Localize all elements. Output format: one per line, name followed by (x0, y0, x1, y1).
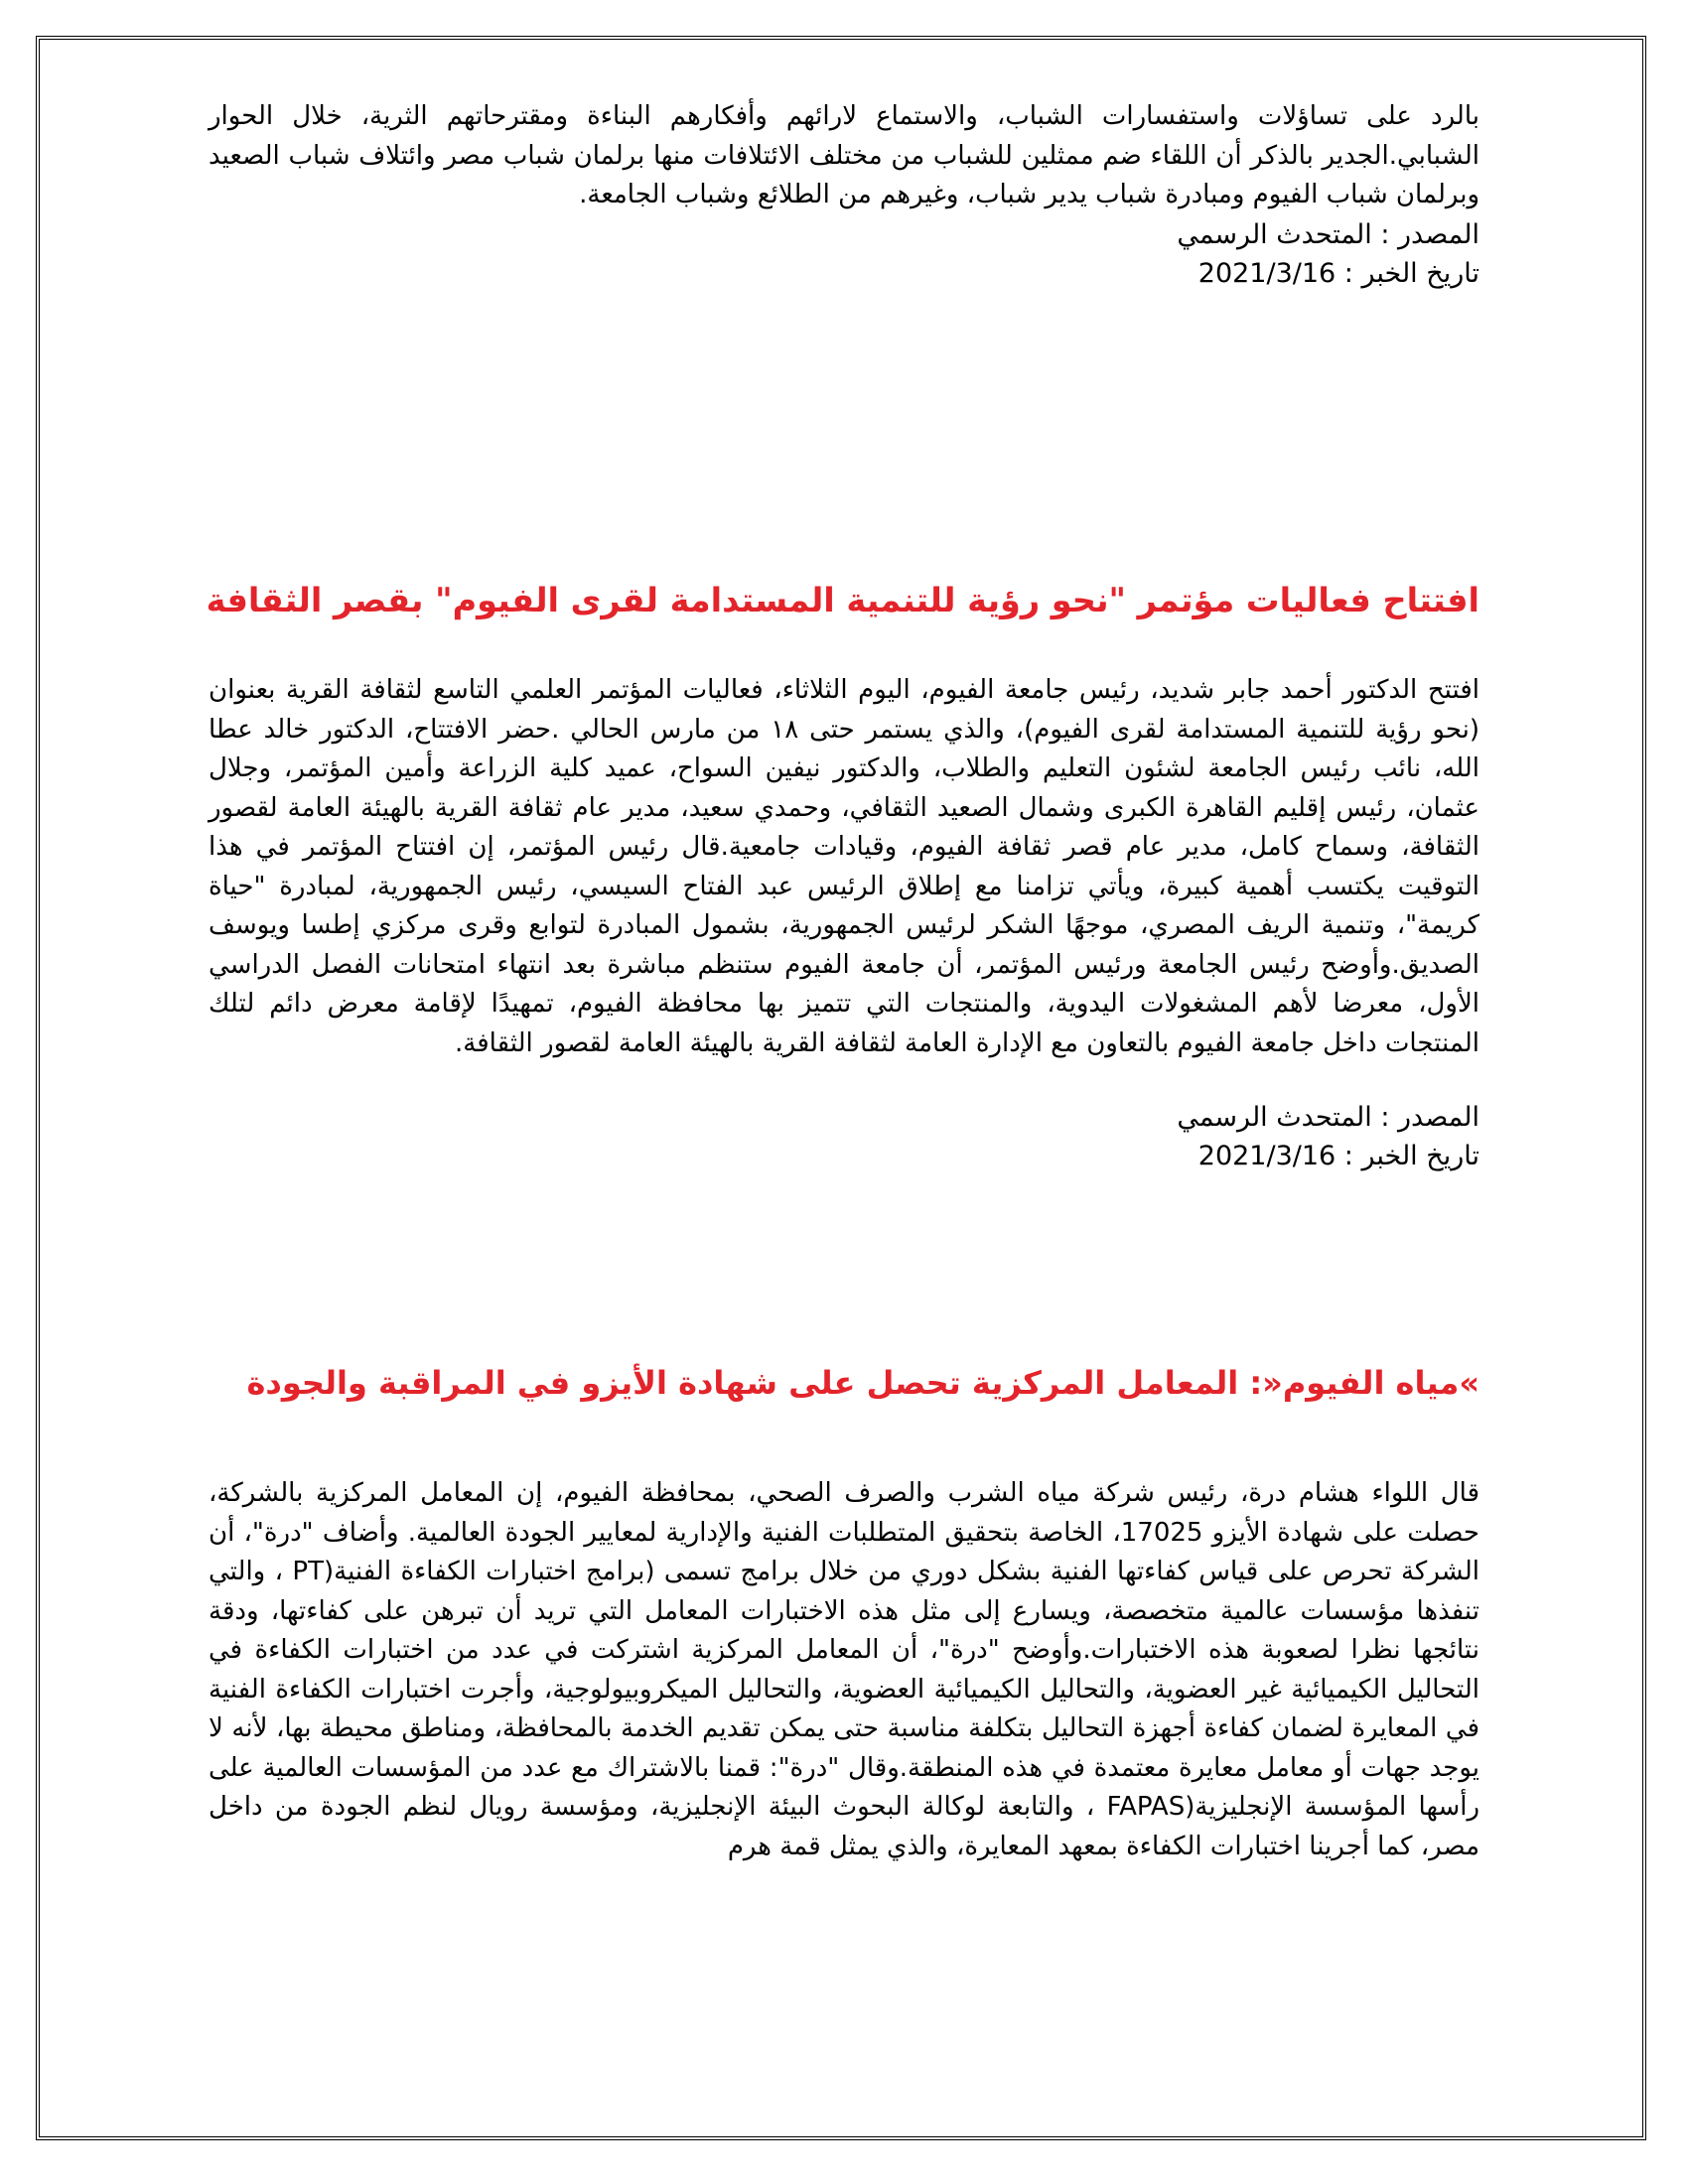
article-2-date: تاريخ الخبر : 2021/3/16 (1197, 1141, 1479, 1171)
article-3 (209, 1474, 1479, 1866)
article-3-body: قال اللواء هشام درة، رئيس شركة مياه الشرب والصرف الصحي، بمحافظة الفيوم، إن المعامل المركزية بالشركة، حصلت على شهادة الأيزو 17025، الخاصة بتحقيق المتطلبات الفنية والإدارية لمعايير الجودة العالمية. وأضاف "درة"، أن الشركة تحرص على قياس كفاءتها الفنية بشكل دوري من خلال برامج تسمى (برامج اختبارات الكفاءة الفنية(PT ، والتي تنفذها مؤسسات عالمية متخصصة، ويسارع إلى مثل هذه الاختبارات المعامل التي تريد أن تبرهن على كفاءتها، ودقة نتائجها نظرا لصعوبة هذه الاختبارات.وأوضح "درة"، أن المعامل المركزية اشتركت في عدد من اختبارات الكفاءة في التحاليل الكيميائية غير العضوية، والتحاليل الكيميائية العضوية، والتحاليل الميكروبيولوجية، وأجرت اختبارات الكفاءة الفنية في المعايرة لضمان كفاءة أجهزة التحاليل بتكلفة مناسبة حتى يمكن تقديم الخدمة بالمحافظة، ومناطق محيطة بها، لأنه لا يوجد جهات أو معامل معايرة معتمدة في هذه المنطقة.وقال "درة": قمنا بالاشتراك مع عدد من المؤسسات العالمية على رأسها المؤسسة الإنجليزية(FAPAS ، والتابعة لوكالة البحوث البيئة الإنجليزية، ومؤسسة رويال لنظم الجودة من داخل مصر، كما أجرينا اختبارات الكفاءة بمعهد المعايرة، والذي يمثل قمة هرم (209, 1478, 1480, 1861)
article-1-continuation (209, 97, 1479, 293)
article-1-date: تاريخ الخبر : 2021/3/16 (1197, 257, 1479, 289)
article-2-body: افتتح الدكتور أحمد جابر شديد، رئيس جامعة الفيوم، اليوم الثلاثاء، فعاليات المؤتمر العلمي التاسع لثقافة القرية بعنوان (نحو رؤية للتنمية المستدامة لقرى الفيوم)، والذي يستمر حتى ١٨ من مارس الحالي .حضر الافتتاح، الدكتور خالد عطا الله، نائب رئيس الجامعة لشئون التعليم والطلاب، والدكتور نيفين السواح، عميد كلية الزراعة وأمين المؤتمر، وجلال عثمان، رئيس إقليم القاهرة الكبرى وشمال الصعيد الثقافي، وحمدي سعيد، مدير عام ثقافة القرية بالهيئة العامة لقصور الثقافة، وسماح كامل، مدير عام قصر ثقافة الفيوم، وقيادات جامعية.قال رئيس المؤتمر، إن افتتاح المؤتمر في هذا التوقيت يكتسب أهمية كبيرة، ويأتي تزامنا مع إطلاق الرئيس عبد الفتاح السيسي، رئيس الجمهورية، لمبادرة "حياة كريمة"، وتنمية الريف المصري، موجهًا الشكر لرئيس الجمهورية، بشمول المبادرة لتوابع وقرى مركزي إطسا ويوسف الصديق.وأوضح رئيس الجامعة ورئيس المؤتمر، أن جامعة الفيوم ستنظم مباشرة بعد انتهاء امتحانات الفصل الدراسي الأول، معرضا لأهم المشغولات اليدوية، والمنتجات التي تتميز بها محافظة الفيوم، تمهيدًا لإقامة معرض دائم لتلك المنتجات داخل جامعة الفيوم بالتعاون مع الإدارة العامة لثقافة القرية بالهيئة العامة لقصور الثقافة. (209, 675, 1479, 1058)
article-3-headline: »مياه الفيوم«: المعامل المركزية تحصل على شهادة الأيزو في المراقبة والجودة (246, 1364, 1479, 1402)
article-2-source: المصدر : المتحدث الرسمي (1177, 1102, 1479, 1133)
article-1-source: المصدر : المتحدث الرسمي (1177, 218, 1479, 250)
article-1-body: بالرد على تساؤلات واستفسارات الشباب، والاستماع لارائهم وأفكارهم البناءة ومقترحاتهم الثرية، خلال الحوار الشبابي.الجدير بالذكر أن اللقاء ضم ممثلين للشباب من مختلف الائتلافات منها برلمان شباب مصر وائتلاف شباب الصعيد وبرلمان شباب الفيوم ومبادرة شباب يدير شباب، وغيرهم من الطلائع وشباب الجامعة. (209, 101, 1479, 209)
article-2 (209, 671, 1479, 1175)
article-2-headline: افتتاح فعاليات مؤتمر "نحو رؤية للتنمية المستدامة لقرى الفيوم" بقصر الثقافة (206, 581, 1479, 619)
